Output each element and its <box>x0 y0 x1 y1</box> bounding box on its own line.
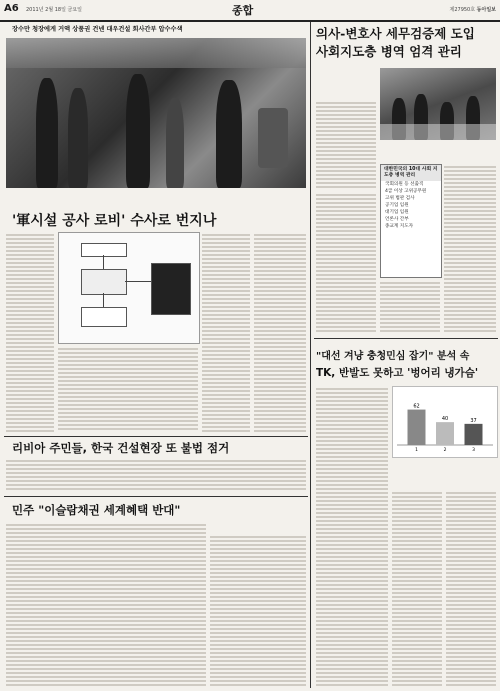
policy-list-item: 4급 이상 고위공무원 <box>385 189 427 194</box>
divider <box>314 338 498 339</box>
policy-list-item: 대기업 임원 <box>385 210 409 215</box>
mid-right-body-col2 <box>392 490 442 688</box>
page-number: A6 <box>4 3 19 14</box>
policy-list-item: 국회의원 등 선출직 <box>385 182 424 187</box>
article-body-col3 <box>202 232 250 432</box>
chart-value-label: 40 <box>441 416 449 423</box>
column-divider <box>310 22 311 688</box>
mid-right-body-col3 <box>446 490 496 688</box>
mid-right-headline-2: TK, 반발도 못하고 '벙어리 냉가슴' <box>316 367 479 379</box>
chart-category-label: 3 <box>472 448 475 453</box>
top-right-headline-1: 의사-변호사 세무검증제 도입 <box>316 26 475 41</box>
article-body-col1 <box>6 232 54 432</box>
news-photo-meeting <box>380 68 496 140</box>
bottom-left-1-headline: 리비아 주민들, 한국 건설현장 또 불법 점거 <box>12 441 230 455</box>
chart-title <box>397 390 493 396</box>
top-right-body-col1b <box>316 192 376 332</box>
top-right-body-col2 <box>380 280 440 332</box>
meeting-photo-caption <box>380 142 496 162</box>
chart-category-label: 1 <box>415 448 418 453</box>
chart-value-label: 62 <box>413 403 420 410</box>
top-right-body-col3 <box>444 164 496 332</box>
top-left-headline: '軍시설 공사 로비' 수사로 번지나 <box>12 213 217 229</box>
top-left-kicker: 장수만 청장에게 거액 상품권 건넨 대우건설 회사간부 압수수색 <box>12 26 183 33</box>
chart-bar <box>408 410 426 445</box>
top-right-headline-2: 사회지도층 병역 엄격 관리 <box>316 44 462 59</box>
chart-category-label: 2 <box>443 448 447 453</box>
diagram-node-3 <box>81 307 127 327</box>
bottom-left-2-body-b <box>210 534 306 688</box>
bottom-left-1-body <box>6 458 306 492</box>
mid-right-body-col1 <box>316 386 388 688</box>
bottom-left-2-subhead <box>210 502 306 532</box>
bottom-left-2-body <box>6 522 206 688</box>
mid-right-subhead <box>392 460 496 488</box>
article-body-col4 <box>254 232 306 432</box>
publisher-name: 제27950호 동아일보 <box>449 7 496 13</box>
diagram-node-1 <box>81 243 127 257</box>
chart-bar <box>465 424 483 445</box>
pull-quote <box>100 365 195 395</box>
issue-date: 2011년 2월 18일 금요일 <box>26 7 83 13</box>
photo-caption <box>6 190 306 202</box>
diagram-node-2 <box>81 269 127 295</box>
mid-right-headline-1: "대선 겨냥 충청민심 잡기" 분석 속 <box>316 351 470 362</box>
support-chart <box>392 386 498 458</box>
policy-list-item: 언론사 간부 <box>385 217 409 222</box>
diagram-person-icon <box>151 263 191 315</box>
section-title: 종합 <box>232 4 254 17</box>
top-right-body-col1 <box>316 100 376 190</box>
chart-value-label: 37 <box>470 417 477 424</box>
mid-right-kicker <box>316 340 498 348</box>
policy-list-item: 공기업 임원 <box>385 203 409 208</box>
policy-list-box <box>380 164 442 278</box>
divider <box>4 436 308 437</box>
policy-list-item: 고위 법관 검사 <box>385 196 415 201</box>
chart-bar <box>436 422 454 445</box>
policy-list-title: 대한민국의 10대 사회 지도층 병역 관리 <box>381 165 441 181</box>
top-right-subhead <box>316 68 376 98</box>
divider <box>4 496 308 497</box>
news-photo-raid <box>6 38 306 188</box>
chart-plot <box>397 399 493 453</box>
policy-list-item: 종교계 지도자 <box>385 224 414 229</box>
masthead <box>0 0 500 22</box>
bottom-left-2-headline: 민주 "이슬람채권 세계혜택 반대" <box>12 503 181 517</box>
lobby-diagram <box>58 232 200 344</box>
